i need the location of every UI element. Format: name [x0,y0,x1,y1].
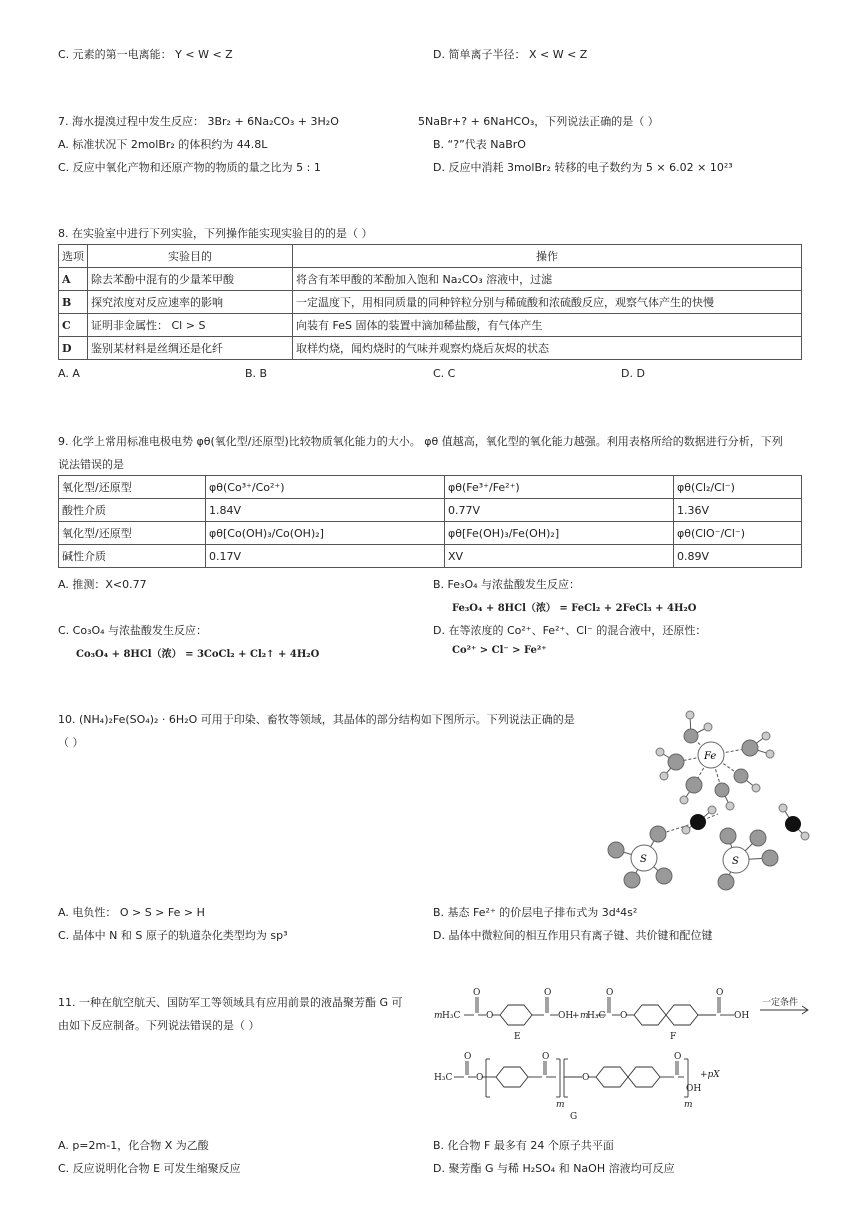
q9-option-b-equation: Fe₃O₄ + 8HCl（浓） = FeCl₂ + 2FeCl₃ + 4H₂O [452,603,697,614]
q10-stem-line1: 10. (NH₄)₂Fe(SO₄)₂ · 6H₂O 可用于印染、畜牧等领域，其晶体的部分结构如下图所示。下列说法正确的是 [58,713,575,726]
coef-m: m [434,1011,443,1021]
h3c-label: H₃C [587,1011,606,1021]
q9-option-b-line1: B. Fe₃O₄ 与浓盐酸发生反应： [433,578,581,591]
fe-label: Fe [704,751,717,762]
byproduct-px: +pX [700,1070,720,1080]
s-label: S [732,856,739,867]
table-row [59,545,802,568]
label-f: F [670,1032,677,1042]
table-cell: 除去苯酚中混有的少量苯甲酸 [88,268,293,291]
table-cell: 将含有苯甲酸的苯酚加入饱和 Na₂CO₃ 溶液中，过滤 [293,268,802,291]
table-cell: 0.77V [445,499,674,522]
oh-label: OH [558,1011,574,1021]
q7-stem-left: 7. 海水提溴过程中发生反应： 3Br₂ + 6Na₂CO₃ + 3H₂O [58,115,339,128]
svg-text:O: O [620,1011,628,1021]
q8-table [58,244,802,360]
q11-stem-line2: 由如下反应制备。下列说法错误的是（ ） [58,1019,260,1032]
table-cell: B [59,291,88,314]
q8-option-a: A. A [58,367,80,380]
q7-option-b: B. “?”代表 NaBrO [433,138,526,151]
q9-stem-line1: 9. 化学上常用标准电极电势 φθ(氧化型/还原型)比较物质氧化能力的大小。 φθ 值越高，氧化型的氧化能力越强。利用表格所给的数据进行分析，下列 [58,435,783,448]
plus-sign: + [572,1011,580,1021]
q7-option-c: C. 反应中氧化产物和还原产物的物质的量之比为 5 : 1 [58,161,321,174]
table-cell: φθ[Fe(OH)₃/Fe(OH)₂] [445,522,674,545]
table-cell: A [59,268,88,291]
q9-stem-line2: 说法错误的是 [58,458,124,471]
table-row [59,499,802,522]
n-atom [690,814,706,830]
subscript-m: m [556,1100,565,1110]
svg-text:O: O [473,988,481,998]
q11-reaction-scheme [430,985,815,1125]
table-header-cell: 实验目的 [88,245,293,268]
coef-m: m [580,1011,589,1021]
q10-option-b: B. 基态 Fe²⁺ 的价层电子排布式为 3d⁴4s² [433,906,638,919]
q9-option-c-equation: Co₃O₄ + 8HCl（浓） = 3CoCl₂ + Cl₂↑ + 4H₂O [76,649,320,660]
table-row [59,314,802,337]
table-row [59,291,802,314]
table-cell: φθ(Co³⁺/Co²⁺) [206,476,445,499]
q11-option-a: A. p=2m-1，化合物 X 为乙酸 [58,1139,209,1152]
n-atom [785,816,801,832]
q9-option-d-line1: D. 在等浓度的 Co²⁺、Fe²⁺、Cl⁻ 的混合液中，还原性： [433,624,707,637]
table-row [59,476,802,499]
svg-text:O: O [486,1011,494,1021]
table-row [59,337,802,360]
q10-option-d: D. 晶体中微粒间的相互作用只有离子键、共价键和配位键 [433,929,713,942]
q11-option-b: B. 化合物 F 最多有 24 个原子共平面 [433,1139,614,1152]
svg-text:O: O [544,988,552,998]
svg-text:O: O [674,1052,682,1062]
table-row [59,245,802,268]
table-row [59,522,802,545]
svg-text:O: O [542,1052,550,1062]
q11-option-c: C. 反应说明化合物 E 可发生缩聚反应 [58,1162,241,1175]
q6-option-d: D. 简单离子半径： X < W < Z [433,48,588,61]
q8-stem: 8. 在实验室中进行下列实验，下列操作能实现实验目的的是（ ） [58,227,373,240]
q9-option-a: A. 推测：X<0.77 [58,578,147,591]
q9-option-c-line1: C. Co₃O₄ 与浓盐酸发生反应： [58,624,208,637]
table-cell: C [59,314,88,337]
q9-table [58,475,802,568]
label-e: E [514,1032,521,1042]
table-cell: φθ(Fe³⁺/Fe²⁺) [445,476,674,499]
q9-option-d-order: Co²⁺ > Cl⁻ > Fe²⁺ [452,645,547,656]
table-cell: φθ[Co(OH)₃/Co(OH)₂] [206,522,445,545]
q7-option-d: D. 反应中消耗 3molBr₂ 转移的电子数约为 5 × 6.02 × 10²³ [433,161,733,174]
table-cell: 氧化型/还原型 [59,476,206,499]
table-cell: 氧化型/还原型 [59,522,206,545]
table-cell: 取样灼烧，闻灼烧时的气味并观察灼烧后灰烬的状态 [293,337,802,360]
s-label: S [640,854,647,865]
svg-text:O: O [582,1073,590,1083]
label-g: G [570,1112,578,1122]
subscript-m: m [684,1100,693,1110]
h3c-label: H₃C [434,1073,453,1083]
q10-crystal-structure-diagram [600,700,820,895]
svg-text:O: O [464,1052,472,1062]
oh-label: OH [686,1084,702,1094]
table-cell: 鉴别某材料是丝绸还是化纤 [88,337,293,360]
q8-option-c: C. C [433,367,456,380]
table-header-cell: 选项 [59,245,88,268]
table-cell: D [59,337,88,360]
svg-text:O: O [476,1073,484,1083]
reaction-condition: 一定条件 [762,998,799,1008]
table-cell: 探究浓度对反应速率的影响 [88,291,293,314]
table-cell: 碱性介质 [59,545,206,568]
svg-text:O: O [606,988,614,998]
q7-option-a: A. 标准状况下 2molBr₂ 的体积约为 44.8L [58,138,268,151]
table-cell: 0.89V [674,545,802,568]
h3c-label: H₃C [442,1011,461,1021]
table-header-cell: 操作 [293,245,802,268]
q7-stem-right: 5NaBr+? + 6NaHCO₃，下列说法正确的是（ ） [418,115,659,128]
table-cell: 酸性介质 [59,499,206,522]
table-cell: 向装有 FeS 固体的装置中滴加稀盐酸，有气体产生 [293,314,802,337]
table-cell: φθ(ClO⁻/Cl⁻) [674,522,802,545]
oh-label: OH [734,1011,750,1021]
table-cell: 证明非金属性： Cl > S [88,314,293,337]
q11-option-d: D. 聚芳酯 G 与稀 H₂SO₄ 和 NaOH 溶液均可反应 [433,1162,675,1175]
q10-stem-line2: （ ） [58,736,84,749]
table-cell: φθ(Cl₂/Cl⁻) [674,476,802,499]
table-row [59,268,802,291]
q8-option-d: D. D [621,367,645,380]
table-cell: 1.84V [206,499,445,522]
q6-option-c: C. 元素的第一电离能： Y < W < Z [58,48,233,61]
q10-option-c: C. 晶体中 N 和 S 原子的轨道杂化类型均为 sp³ [58,929,288,942]
table-cell: 一定温度下，用相同质量的同种锌粒分别与稀硫酸和浓硫酸反应，观察气体产生的快慢 [293,291,802,314]
table-cell: XV [445,545,674,568]
q10-option-a: A. 电负性： O > S > Fe > H [58,906,205,919]
table-cell: 0.17V [206,545,445,568]
q8-option-b: B. B [245,367,268,380]
table-cell: 1.36V [674,499,802,522]
svg-text:O: O [716,988,724,998]
q11-stem-line1: 11. 一种在航空航天、国防军工等领域具有应用前景的液晶聚芳酯 G 可 [58,996,403,1009]
